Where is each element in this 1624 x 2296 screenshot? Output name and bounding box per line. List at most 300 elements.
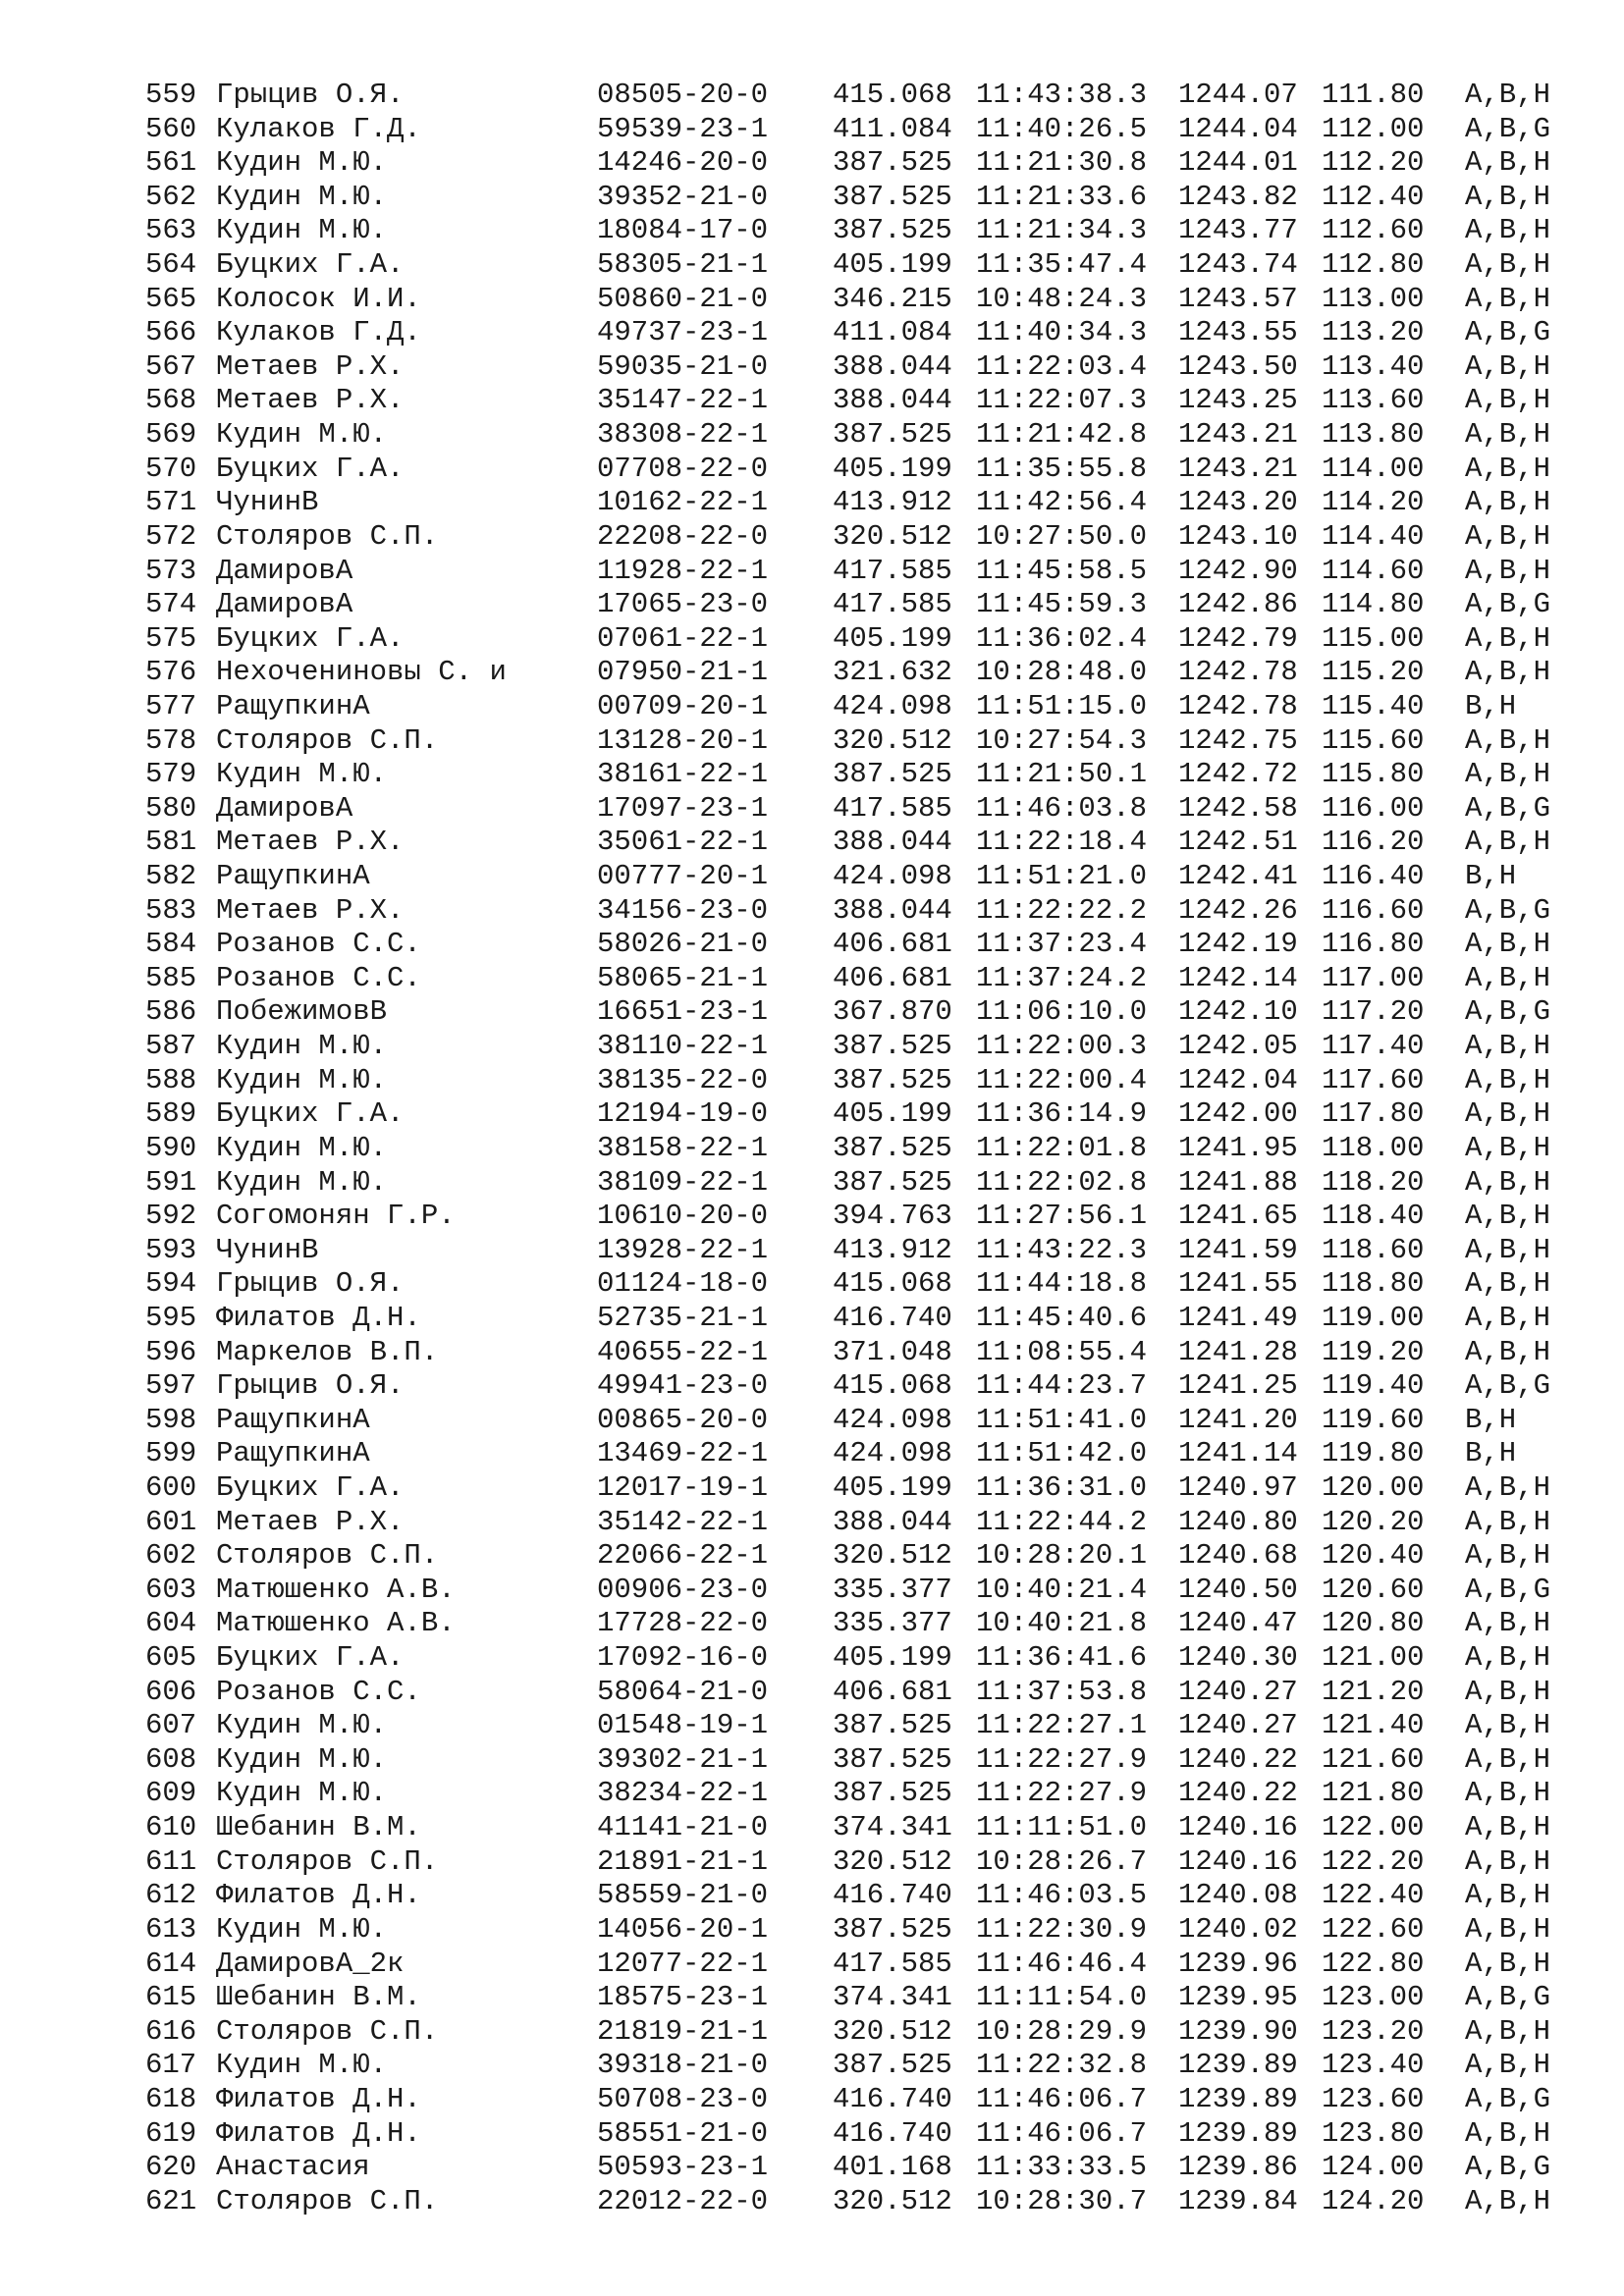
place-number: 581 (145, 826, 197, 859)
place-number: 594 (145, 1267, 197, 1301)
table-row (145, 2049, 1579, 2083)
arrival-time: 11:21:33.6 (976, 180, 1148, 213)
categories: A,B,H (1465, 1539, 1551, 1573)
distance: 416.740 (833, 1301, 952, 1334)
arrival-time: 11:44:18.8 (976, 1267, 1148, 1301)
speed: 1239.90 (1178, 2014, 1298, 2048)
place-number: 613 (145, 1912, 197, 1946)
participant-name: Филатов Д.Н. (216, 2116, 421, 2150)
place-number: 593 (145, 1233, 197, 1266)
place-number: 587 (145, 1030, 197, 1063)
ring-number: 35147-22-1 (597, 384, 769, 417)
categories: A,B,H (1465, 1267, 1551, 1301)
arrival-time: 11:27:56.1 (976, 1200, 1148, 1233)
arrival-time: 10:27:50.0 (976, 519, 1148, 553)
table-row (145, 1607, 1579, 1641)
ring-number: 13128-20-1 (597, 723, 769, 757)
participant-name: РащупкинА (216, 1437, 370, 1470)
speed: 1240.02 (1178, 1912, 1298, 1946)
distance: 417.585 (833, 554, 952, 587)
table-row (145, 486, 1579, 520)
distance: 387.525 (833, 1777, 952, 1810)
categories: A,B,H (1465, 1097, 1551, 1131)
distance: 416.740 (833, 2082, 952, 2115)
speed: 1242.90 (1178, 554, 1298, 587)
categories: B,H (1465, 1437, 1517, 1470)
speed: 1241.20 (1178, 1403, 1298, 1436)
table-row (145, 1845, 1579, 1880)
table-row (145, 1302, 1579, 1336)
table-row (145, 79, 1579, 113)
points: 119.00 (1322, 1301, 1425, 1334)
categories: A,B,H (1465, 554, 1551, 587)
ring-number: 50593-23-1 (597, 2151, 769, 2184)
distance: 416.740 (833, 2116, 952, 2150)
distance: 387.525 (833, 758, 952, 791)
distance: 411.084 (833, 316, 952, 349)
participant-name: Матюшенко А.В. (216, 1607, 456, 1640)
speed: 1242.00 (1178, 1097, 1298, 1131)
points: 116.40 (1322, 860, 1425, 893)
table-row (145, 1879, 1579, 1913)
distance: 387.525 (833, 1165, 952, 1199)
speed: 1241.25 (1178, 1369, 1298, 1403)
place-number: 610 (145, 1811, 197, 1844)
place-number: 615 (145, 1981, 197, 2014)
place-number: 599 (145, 1437, 197, 1470)
points: 112.60 (1322, 214, 1425, 247)
arrival-time: 11:22:30.9 (976, 1912, 1148, 1946)
arrival-time: 11:36:14.9 (976, 1097, 1148, 1131)
arrival-time: 11:22:07.3 (976, 384, 1148, 417)
distance: 335.377 (833, 1573, 952, 1606)
categories: A,B,H (1465, 1879, 1551, 1912)
distance: 424.098 (833, 689, 952, 722)
arrival-time: 10:28:20.1 (976, 1539, 1148, 1573)
points: 120.00 (1322, 1470, 1425, 1504)
distance: 387.525 (833, 1131, 952, 1164)
distance: 415.068 (833, 1267, 952, 1301)
arrival-time: 11:21:50.1 (976, 758, 1148, 791)
points: 112.00 (1322, 112, 1425, 145)
place-number: 572 (145, 519, 197, 553)
table-row (145, 453, 1579, 487)
distance: 406.681 (833, 1675, 952, 1708)
place-number: 616 (145, 2014, 197, 2048)
speed: 1242.26 (1178, 893, 1298, 927)
speed: 1244.04 (1178, 112, 1298, 145)
speed: 1243.10 (1178, 519, 1298, 553)
categories: A,B,H (1465, 1030, 1551, 1063)
ring-number: 16651-23-1 (597, 995, 769, 1029)
table-row (145, 962, 1579, 996)
participant-name: Кудин М.Ю. (216, 418, 388, 452)
distance: 374.341 (833, 1811, 952, 1844)
table-row (145, 248, 1579, 283)
arrival-time: 10:28:48.0 (976, 656, 1148, 689)
ring-number: 39318-21-0 (597, 2049, 769, 2082)
table-row (145, 894, 1579, 929)
ring-number: 50708-23-0 (597, 2082, 769, 2115)
distance: 405.199 (833, 452, 952, 485)
arrival-time: 11:22:03.4 (976, 349, 1148, 383)
arrival-time: 11:40:34.3 (976, 316, 1148, 349)
categories: A,B,H (1465, 656, 1551, 689)
ring-number: 38109-22-1 (597, 1165, 769, 1199)
speed: 1242.78 (1178, 689, 1298, 722)
place-number: 592 (145, 1200, 197, 1233)
table-row (145, 214, 1579, 248)
distance: 388.044 (833, 826, 952, 859)
points: 120.80 (1322, 1607, 1425, 1640)
table-row (145, 1471, 1579, 1506)
participant-name: ДамировА (216, 588, 353, 621)
ring-number: 07708-22-0 (597, 452, 769, 485)
distance: 387.525 (833, 180, 952, 213)
place-number: 601 (145, 1505, 197, 1538)
speed: 1242.19 (1178, 928, 1298, 961)
distance: 371.048 (833, 1335, 952, 1368)
ring-number: 39352-21-0 (597, 180, 769, 213)
place-number: 573 (145, 554, 197, 587)
points: 119.80 (1322, 1437, 1425, 1470)
table-row (145, 384, 1579, 418)
distance: 405.199 (833, 621, 952, 655)
arrival-time: 11:11:54.0 (976, 1981, 1148, 2014)
place-number: 618 (145, 2082, 197, 2115)
participant-name: Кудин М.Ю. (216, 1777, 388, 1810)
place-number: 584 (145, 928, 197, 961)
points: 120.40 (1322, 1539, 1425, 1573)
arrival-time: 11:11:51.0 (976, 1811, 1148, 1844)
participant-name: Согомонян Г.Р. (216, 1200, 456, 1233)
arrival-time: 11:51:41.0 (976, 1403, 1148, 1436)
points: 122.80 (1322, 1947, 1425, 1980)
distance: 387.525 (833, 214, 952, 247)
speed: 1241.28 (1178, 1335, 1298, 1368)
table-row (145, 350, 1579, 385)
place-number: 596 (145, 1335, 197, 1368)
ring-number: 22066-22-1 (597, 1539, 769, 1573)
place-number: 620 (145, 2151, 197, 2184)
table-row (145, 928, 1579, 962)
arrival-time: 11:08:55.4 (976, 1335, 1148, 1368)
categories: A,B,H (1465, 1777, 1551, 1810)
points: 112.80 (1322, 248, 1425, 282)
ring-number: 58065-21-1 (597, 961, 769, 994)
place-number: 617 (145, 2049, 197, 2082)
distance: 346.215 (833, 282, 952, 315)
points: 122.40 (1322, 1879, 1425, 1912)
participant-name: Метаев Р.Х. (216, 826, 405, 859)
categories: A,B,H (1465, 1844, 1551, 1878)
categories: A,B,H (1465, 1131, 1551, 1164)
speed: 1243.55 (1178, 316, 1298, 349)
table-row (145, 1981, 1579, 2015)
distance: 387.525 (833, 2049, 952, 2082)
speed: 1242.86 (1178, 588, 1298, 621)
distance: 405.199 (833, 1097, 952, 1131)
ring-number: 01548-19-1 (597, 1709, 769, 1742)
categories: A,B,H (1465, 1301, 1551, 1334)
arrival-time: 10:28:29.9 (976, 2014, 1148, 2048)
place-number: 585 (145, 961, 197, 994)
arrival-time: 11:22:44.2 (976, 1505, 1148, 1538)
ring-number: 00865-20-0 (597, 1403, 769, 1436)
ring-number: 00777-20-1 (597, 860, 769, 893)
place-number: 568 (145, 384, 197, 417)
ring-number: 58305-21-1 (597, 248, 769, 282)
ring-number: 49941-23-0 (597, 1369, 769, 1403)
ring-number: 13469-22-1 (597, 1437, 769, 1470)
categories: A,B,H (1465, 146, 1551, 180)
participant-name: Кудин М.Ю. (216, 2049, 388, 2082)
speed: 1242.58 (1178, 791, 1298, 825)
speed: 1241.14 (1178, 1437, 1298, 1470)
ring-number: 18084-17-0 (597, 214, 769, 247)
table-row (145, 656, 1579, 690)
distance: 405.199 (833, 1641, 952, 1675)
categories: A,B,G (1465, 316, 1551, 349)
categories: A,B,G (1465, 1369, 1551, 1403)
ring-number: 39302-21-1 (597, 1742, 769, 1776)
participant-name: Метаев Р.Х. (216, 893, 405, 927)
table-row (145, 181, 1579, 215)
speed: 1243.25 (1178, 384, 1298, 417)
distance: 388.044 (833, 1505, 952, 1538)
speed: 1242.51 (1178, 826, 1298, 859)
ring-number: 38234-22-1 (597, 1777, 769, 1810)
speed: 1239.89 (1178, 2116, 1298, 2150)
points: 112.40 (1322, 180, 1425, 213)
ring-number: 17092-16-0 (597, 1641, 769, 1675)
ring-number: 17097-23-1 (597, 791, 769, 825)
participant-name: Столяров С.П. (216, 1539, 439, 1573)
place-number: 571 (145, 486, 197, 519)
ring-number: 00709-20-1 (597, 689, 769, 722)
categories: A,B,H (1465, 519, 1551, 553)
points: 117.40 (1322, 1030, 1425, 1063)
table-row (145, 792, 1579, 827)
table-row (145, 1913, 1579, 1948)
points: 114.60 (1322, 554, 1425, 587)
points: 123.00 (1322, 1981, 1425, 2014)
ring-number: 41141-21-0 (597, 1811, 769, 1844)
participant-name: Кудин М.Ю. (216, 758, 388, 791)
table-row (145, 1539, 1579, 1574)
distance: 387.525 (833, 1063, 952, 1096)
place-number: 602 (145, 1539, 197, 1573)
points: 114.40 (1322, 519, 1425, 553)
participant-name: Буцких Г.А. (216, 1470, 405, 1504)
ring-number: 38158-22-1 (597, 1131, 769, 1164)
arrival-time: 11:46:46.4 (976, 1947, 1148, 1980)
participant-name: РащупкинА (216, 860, 370, 893)
categories: A,B,H (1465, 1063, 1551, 1096)
ring-number: 12194-19-0 (597, 1097, 769, 1131)
ring-number: 01124-18-0 (597, 1267, 769, 1301)
table-row (145, 995, 1579, 1030)
speed: 1244.01 (1178, 146, 1298, 180)
categories: A,B,H (1465, 349, 1551, 383)
place-number: 603 (145, 1573, 197, 1606)
participant-name: Кудин М.Ю. (216, 1742, 388, 1776)
speed: 1242.05 (1178, 1030, 1298, 1063)
table-row (145, 1811, 1579, 1845)
arrival-time: 11:36:31.0 (976, 1470, 1148, 1504)
ring-number: 07061-22-1 (597, 621, 769, 655)
table-row (145, 1132, 1579, 1166)
points: 117.80 (1322, 1097, 1425, 1131)
place-number: 569 (145, 418, 197, 452)
categories: A,B,G (1465, 2151, 1551, 2184)
arrival-time: 11:37:53.8 (976, 1675, 1148, 1708)
distance: 417.585 (833, 1947, 952, 1980)
arrival-time: 11:36:02.4 (976, 621, 1148, 655)
speed: 1240.30 (1178, 1641, 1298, 1675)
table-row (145, 1777, 1579, 1811)
categories: A,B,G (1465, 588, 1551, 621)
table-row (145, 1437, 1579, 1471)
points: 111.80 (1322, 79, 1425, 111)
ring-number: 59035-21-0 (597, 349, 769, 383)
speed: 1241.88 (1178, 1165, 1298, 1199)
speed: 1241.49 (1178, 1301, 1298, 1334)
participant-name: Филатов Д.Н. (216, 2082, 421, 2115)
table-row (145, 520, 1579, 555)
table-row (145, 758, 1579, 792)
participant-name: Розанов С.С. (216, 928, 421, 961)
categories: A,B,H (1465, 1675, 1551, 1708)
distance: 424.098 (833, 1403, 952, 1436)
speed: 1241.55 (1178, 1267, 1298, 1301)
participant-name: Матюшенко А.В. (216, 1573, 456, 1606)
participant-name: Шебанин В.М. (216, 1811, 421, 1844)
categories: A,B,G (1465, 112, 1551, 145)
ring-number: 50860-21-0 (597, 282, 769, 315)
points: 121.60 (1322, 1742, 1425, 1776)
points: 123.80 (1322, 2116, 1425, 2150)
participant-name: Шебанин В.М. (216, 1981, 421, 2014)
ring-number: 22208-22-0 (597, 519, 769, 553)
participant-name: Метаев Р.Х. (216, 384, 405, 417)
participant-name: Кудин М.Ю. (216, 1063, 388, 1096)
participant-name: ДамировА (216, 791, 353, 825)
ring-number: 58026-21-0 (597, 928, 769, 961)
speed: 1241.65 (1178, 1200, 1298, 1233)
points: 118.20 (1322, 1165, 1425, 1199)
categories: A,B,G (1465, 995, 1551, 1029)
table-row (145, 622, 1579, 657)
participant-name: Кудин М.Ю. (216, 214, 388, 247)
speed: 1241.59 (1178, 1233, 1298, 1266)
categories: A,B,H (1465, 1200, 1551, 1233)
participant-name: Грыцив О.Я. (216, 1369, 405, 1403)
points: 118.80 (1322, 1267, 1425, 1301)
place-number: 574 (145, 588, 197, 621)
place-number: 570 (145, 452, 197, 485)
place-number: 597 (145, 1369, 197, 1403)
points: 122.20 (1322, 1844, 1425, 1878)
place-number: 606 (145, 1675, 197, 1708)
participant-name: Кулаков Г.Д. (216, 112, 421, 145)
arrival-time: 11:42:56.4 (976, 486, 1148, 519)
categories: A,B,H (1465, 79, 1551, 111)
arrival-time: 10:28:26.7 (976, 1844, 1148, 1878)
place-number: 565 (145, 282, 197, 315)
ring-number: 12017-19-1 (597, 1470, 769, 1504)
distance: 424.098 (833, 860, 952, 893)
table-row (145, 1097, 1579, 1132)
points: 113.20 (1322, 316, 1425, 349)
participant-name: Грыцив О.Я. (216, 79, 405, 111)
distance: 387.525 (833, 1030, 952, 1063)
ring-number: 10610-20-0 (597, 1200, 769, 1233)
distance: 320.512 (833, 519, 952, 553)
place-number: 590 (145, 1131, 197, 1164)
place-number: 575 (145, 621, 197, 655)
ring-number: 58064-21-0 (597, 1675, 769, 1708)
ring-number: 17728-22-0 (597, 1607, 769, 1640)
ring-number: 52735-21-1 (597, 1301, 769, 1334)
distance: 387.525 (833, 146, 952, 180)
speed: 1242.78 (1178, 656, 1298, 689)
participant-name: Розанов С.С. (216, 1675, 421, 1708)
distance: 335.377 (833, 1607, 952, 1640)
points: 113.00 (1322, 282, 1425, 315)
speed: 1242.04 (1178, 1063, 1298, 1096)
ring-number: 11928-22-1 (597, 554, 769, 587)
speed: 1240.27 (1178, 1675, 1298, 1708)
points: 121.40 (1322, 1709, 1425, 1742)
arrival-time: 11:35:47.4 (976, 248, 1148, 282)
distance: 416.740 (833, 1879, 952, 1912)
categories: A,B,G (1465, 2082, 1551, 2115)
ring-number: 38135-22-0 (597, 1063, 769, 1096)
distance: 411.084 (833, 112, 952, 145)
points: 115.00 (1322, 621, 1425, 655)
table-row (145, 690, 1579, 724)
speed: 1240.50 (1178, 1573, 1298, 1606)
points: 116.60 (1322, 893, 1425, 927)
points: 118.00 (1322, 1131, 1425, 1164)
points: 121.20 (1322, 1675, 1425, 1708)
table-row (145, 2015, 1579, 2050)
place-number: 619 (145, 2116, 197, 2150)
participant-name: Грыцив О.Я. (216, 1267, 405, 1301)
ring-number: 58559-21-0 (597, 1879, 769, 1912)
participant-name: Столяров С.П. (216, 519, 439, 553)
place-number: 579 (145, 758, 197, 791)
arrival-time: 10:40:21.8 (976, 1607, 1148, 1640)
place-number: 577 (145, 689, 197, 722)
points: 114.00 (1322, 452, 1425, 485)
place-number: 595 (145, 1301, 197, 1334)
table-row (145, 1948, 1579, 1982)
table-row (145, 1336, 1579, 1370)
arrival-time: 11:33:33.5 (976, 2151, 1148, 2184)
participant-name: ЧунинВ (216, 486, 319, 519)
categories: A,B,H (1465, 1912, 1551, 1946)
speed: 1243.21 (1178, 418, 1298, 452)
distance: 387.525 (833, 418, 952, 452)
distance: 401.168 (833, 2151, 952, 2184)
table-row (145, 1200, 1579, 1234)
table-row (145, 113, 1579, 147)
points: 113.60 (1322, 384, 1425, 417)
points: 118.60 (1322, 1233, 1425, 1266)
categories: A,B,H (1465, 928, 1551, 961)
